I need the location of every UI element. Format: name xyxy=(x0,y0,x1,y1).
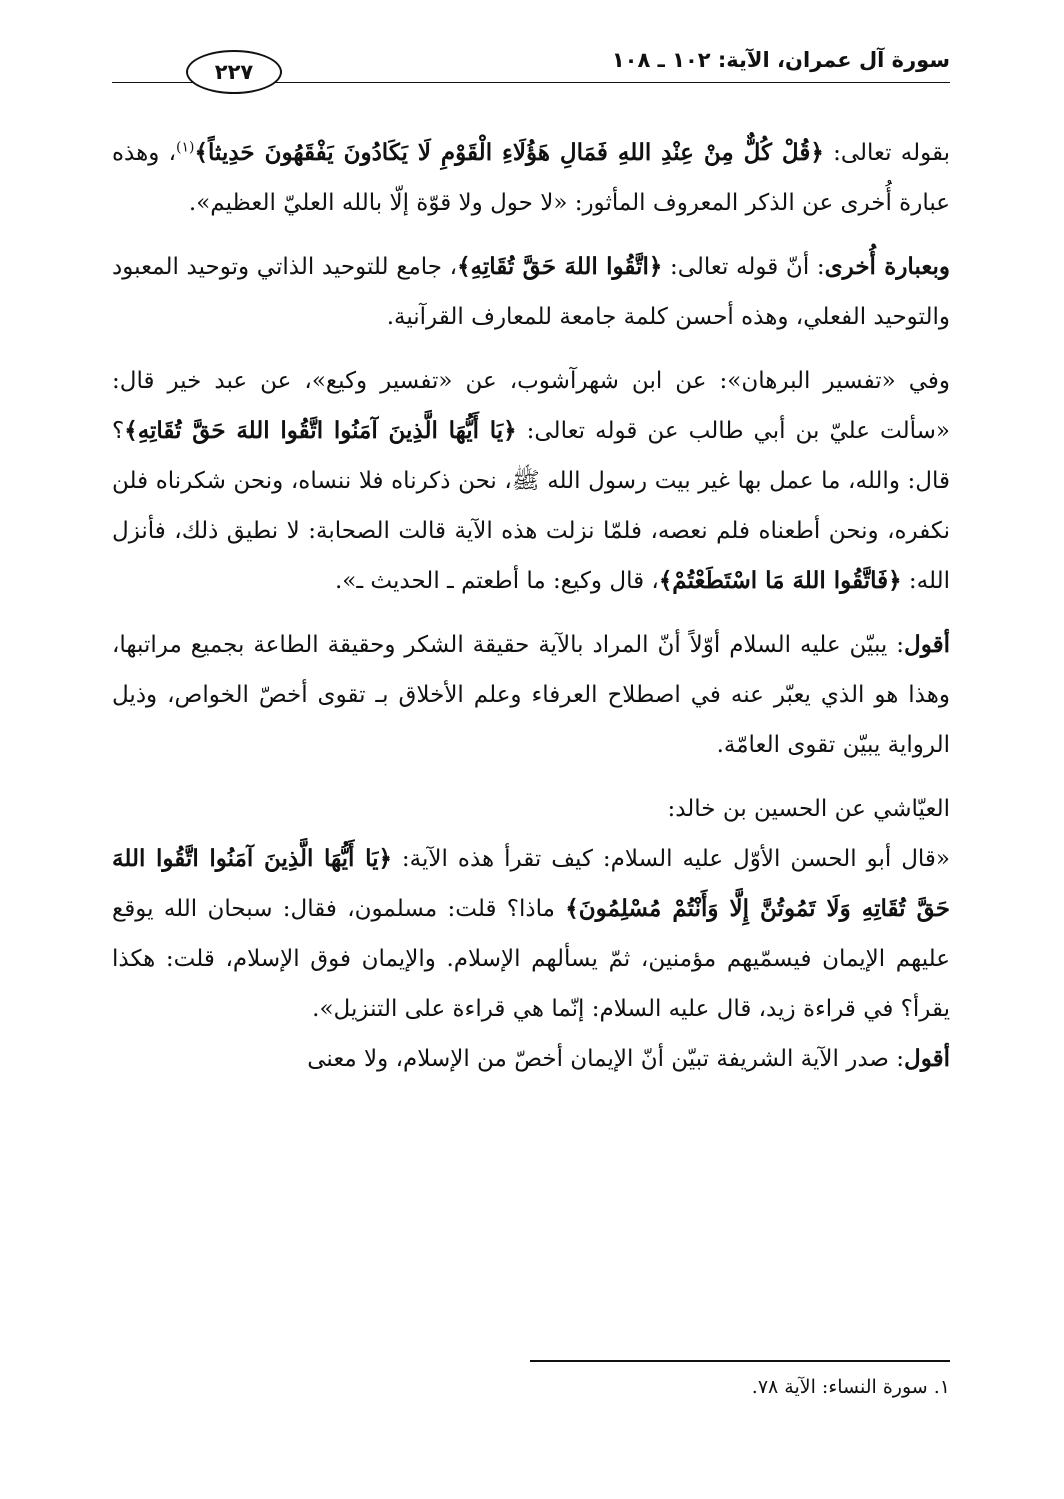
lead-term: وبعبارة أُخرى xyxy=(824,253,950,280)
text: ماذا؟ قلت: مسلمون، فقال: سبحان الله يوقع عليهم الإيمان فيسمّيهم مؤمنين، ثمّ يسألهم الإسلام. والإيمان فوق الإسلام، قلت: هكذا يقرأ؟ في قراءة زيد، قال عليه السلام: إنّما هي قراءة على التنزيل». xyxy=(112,896,950,1022)
paragraph-2 xyxy=(112,242,950,342)
lead-term: أقول xyxy=(904,1045,950,1072)
quran-verse: ﴿فَاتَّقُوا اللهَ مَا اسْتَطَعْتُمْ﴾ xyxy=(658,567,902,594)
running-header xyxy=(112,44,950,90)
quran-verse: ﴿يَا أَيُّهَا الَّذِينَ آمَنُوا اتَّقُوا اللهَ حَقَّ تُقَاتِهِ﴾ xyxy=(124,417,517,444)
paragraph-1 xyxy=(112,128,950,228)
quran-verse: ﴿اتَّقُوا اللهَ حَقَّ تُقَاتِهِ﴾ xyxy=(457,253,663,280)
text: العيّاشي عن الحسين بن خالد: xyxy=(667,796,950,822)
paragraph-5 xyxy=(112,784,950,834)
paragraph-7 xyxy=(112,1034,950,1084)
text: بقوله تعالى: xyxy=(823,140,951,166)
quran-verse: ﴿يَا أَيُّهَا الَّذِينَ آمَنُوا اتَّقُوا اللهَ حَقَّ تُقَاتِهِ وَلَا تَمُوتُنَّ إِلَّا وَأَنْتُمْ مُسْلِمُونَ﴾ xyxy=(112,845,950,922)
lead-term: أقول xyxy=(904,631,950,658)
header-title: سورة آل عمران، الآية: ١٠٢ ـ ١٠٨ xyxy=(611,48,950,72)
footnote: ١. سورة النساء: الآية ٧٨. xyxy=(751,1376,950,1398)
text: «قال أبو الحسن الأوّل عليه السلام: كيف تقرأ هذه الآية: xyxy=(391,846,951,872)
footnote-ref[interactable]: (١) xyxy=(176,139,195,156)
paragraph-4 xyxy=(112,620,950,770)
text: : صدر الآية الشريفة تبيّن أنّ الإيمان أخصّ من الإسلام، ولا معنى xyxy=(307,1046,905,1072)
footnote-rule xyxy=(530,1360,950,1362)
text: : أنّ قوله تعالى: xyxy=(662,254,825,280)
text: ، جامع للتوحيد الذاتي وتوحيد المعبود والتوحيد الفعلي، وهذه أحسن كلمة جامعة للمعارف القرآنية. xyxy=(112,254,950,330)
text: : يبيّن عليه السلام أوّلاً أنّ المراد بالآية حقيقة الشكر وحقيقة الطاعة بجميع مراتبها، وهذا هو الذي يعبّر عنه في اصطلاح العرفاء وعلم الأخلاق بـ تقوى أخصّ الخواص، وذيل الرواية يبيّن تقوى العامّة. xyxy=(112,632,950,758)
paragraph-3 xyxy=(112,356,950,606)
main-text xyxy=(112,128,950,1098)
quran-verse: ﴿قُلْ كُلٌّ مِنْ عِنْدِ اللهِ فَمَالِ هَؤُلَاءِ الْقَوْمِ لَا يَكَادُونَ يَفْقَهُونَ حَدِيثاً﴾ xyxy=(194,139,824,166)
paragraph-6 xyxy=(112,834,950,1034)
text: وفي «تفسير البرهان»: عن ابن شهرآشوب، عن «تفسير وكيع»، عن عبد خير قال: «سألت عليّ بن أبي طالب عن قوله تعالى: xyxy=(112,368,950,444)
text: ، قال وكيع: ما أطعتم ـ الحديث ـ». xyxy=(334,568,659,594)
page-number: ٢٢٧ xyxy=(186,50,282,94)
text: ، وهذه عبارة أُخرى عن الذكر المعروف المأثور: «لا حول ولا قوّة إلّا بالله العليّ العظيم». xyxy=(112,140,950,216)
text: ؟ قال: والله، ما عمل بها غير بيت رسول الله ﷺ، نحن ذكرناه فلا ننساه، ونحن شكرناه فلن نكفره، ونحن أطعناه فلم نعصه، فلمّا نزلت هذه الآية قالت الصحابة: لا نطيق ذلك، فأنزل الله: xyxy=(112,418,950,594)
